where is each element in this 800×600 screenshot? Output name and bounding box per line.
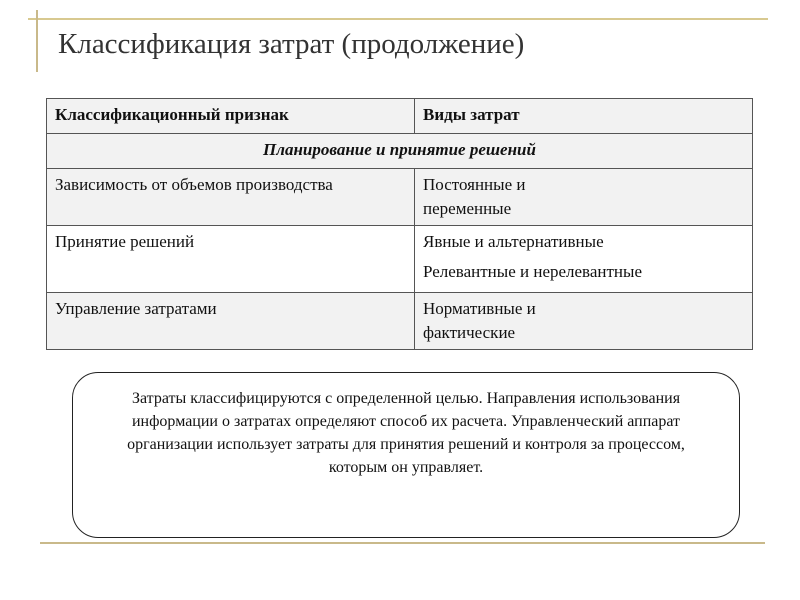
row-feature: Принятие решений [47,226,415,293]
row-type-item: Явные и альтернативные [423,232,604,251]
table-header-row [47,99,753,134]
row-feature: Зависимость от объемов производства [47,169,415,226]
table-row [47,293,753,350]
classification-table [46,98,753,350]
table-row [47,226,753,293]
header-feature: Классификационный признак [47,99,415,134]
section-title: Планирование и принятие решений [47,134,753,169]
row-types [415,293,753,350]
left-decor-line [36,10,38,72]
row-type-item: Постоянные и переменные [423,175,526,218]
table-row [47,169,753,226]
row-type-item: Релевантные и нерелевантные [423,262,642,281]
top-decor-line [28,18,768,20]
note-box [72,372,740,538]
row-type-item: Нормативные и фактические [423,299,536,342]
row-types [415,226,753,293]
header-types: Виды затрат [415,99,753,134]
page-title: Классификация затрат (продолжение) [58,28,525,60]
section-row [47,134,753,169]
row-feature: Управление затратами [47,293,415,350]
row-types [415,169,753,226]
note-text: Затраты классифицируются с определенной целью. Направления использования информации о затратах определяют способ их расчета. Управленческий аппарат организации использует затраты для принятия решений и контроля за процессом, которым он управляет. [127,390,685,476]
bottom-decor-line [40,542,765,544]
